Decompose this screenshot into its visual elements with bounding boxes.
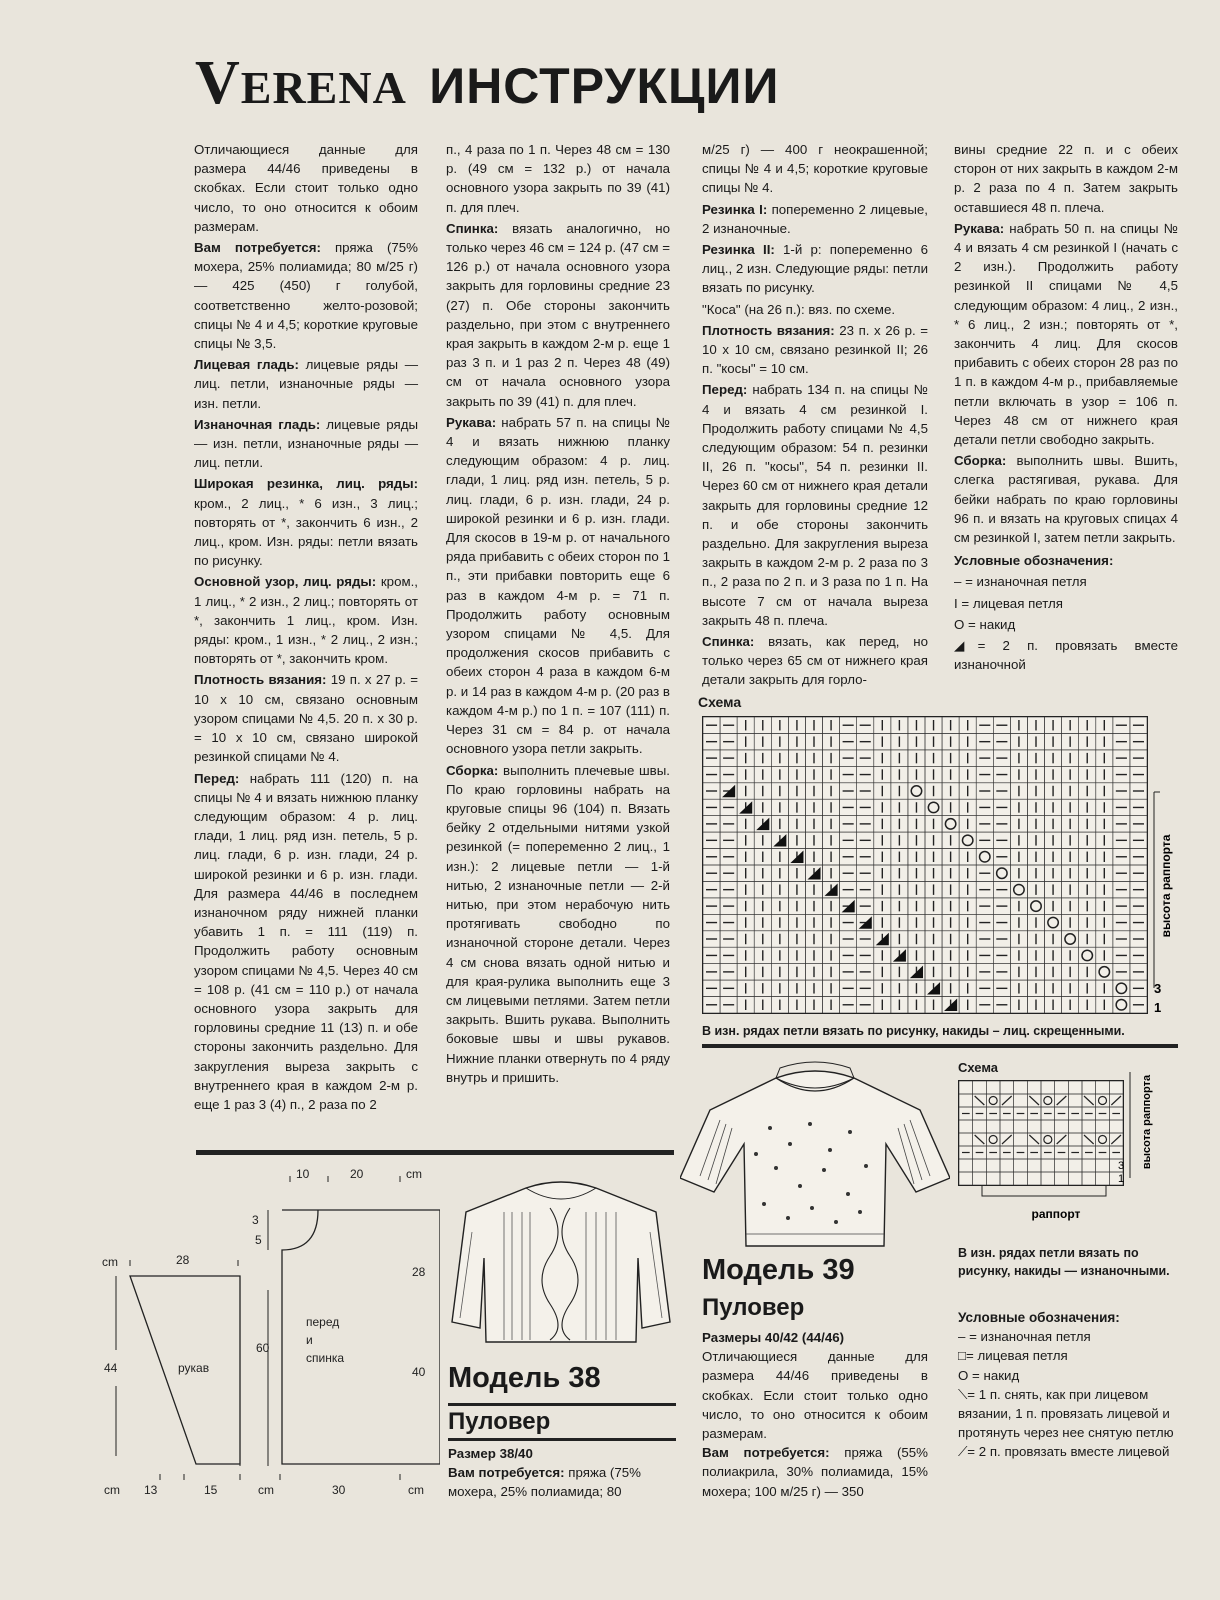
yarn-over-mark — [1014, 884, 1024, 894]
schema2-row3: 3 — [1118, 1160, 1125, 1172]
legend2-item: □= лицевая петля — [958, 1348, 1068, 1364]
yarn-over-mark — [989, 1136, 997, 1144]
chart-cell — [986, 1120, 1000, 1133]
model39-text — [702, 1328, 928, 1501]
divider — [196, 1150, 674, 1155]
slip-decrease-mark — [975, 1135, 985, 1144]
paragraph-text: 23 п. х 26 р. = 10 х 10 см, связано резинкой II; 26 п. "косы" = 10 см. — [702, 322, 928, 377]
sweater-39-sketch — [680, 1058, 950, 1258]
paragraph — [702, 321, 928, 379]
paragraph-key: Спинка: — [446, 220, 499, 236]
dim-cm: cm — [406, 1167, 422, 1181]
dim-3: 3 — [252, 1213, 259, 1227]
dim-28: 28 — [176, 1253, 190, 1267]
paragraph — [194, 415, 418, 473]
yarn-over-mark — [1099, 1136, 1107, 1144]
chart-cell — [1096, 1120, 1110, 1133]
paragraph — [954, 140, 1178, 217]
yarn-over-mark — [1099, 1097, 1107, 1105]
chart-cell — [1082, 1120, 1096, 1133]
yarn-over-mark — [928, 802, 938, 812]
chart-cell — [1096, 1159, 1110, 1172]
dim-30: 30 — [332, 1483, 346, 1497]
schema1-title: Схема — [698, 694, 742, 710]
paragraph-key: Плотность вязания: — [702, 322, 835, 338]
legend-item: I = лицевая петля — [954, 595, 1064, 611]
model38-text — [448, 1444, 674, 1502]
divider — [702, 1044, 1178, 1048]
slip-decrease-mark — [1084, 1135, 1094, 1144]
legend-title: Условные обозначения: — [954, 553, 1114, 569]
legend-item: – = изнаночная петля — [954, 574, 1087, 590]
rapport-label: раппорт — [1031, 1207, 1081, 1221]
paragraph-key: Рукава: — [446, 414, 497, 430]
model39-intro: Отличающиеся данные для размера 44/46 приведены в скобках. Если стоит только одно число, то оно относится к обоим размерам. — [702, 1349, 928, 1442]
text-column-3 — [702, 140, 928, 692]
page-title: ИНСТРУКЦИИ — [429, 58, 780, 114]
dim-20: 20 — [350, 1167, 364, 1181]
dim-cm: cm — [104, 1483, 120, 1497]
paragraph-text: Отличающиеся данные для размера 44/46 приведены в скобках. Если стоит только одно число, то оно относится к обоим размерам. — [194, 142, 418, 234]
paragraph — [702, 380, 928, 630]
chart-cell — [959, 1159, 973, 1172]
paragraph-key: Спинка: — [702, 634, 755, 650]
chart-cell — [1055, 1120, 1069, 1133]
paragraph-text: выполнить плечевые швы. По краю горловины набрать на круговые спицы 96 (104) п. Вязать бейку 2 отдельными нитями узкой резинкой (= попеременно 2 лиц., 1 изн.): 2 лицевые петли — 1-й нитью, 2 изнаночные петли — 2-й нитью, при этом нерабочую нить протягивать свободно по изнаночной стороне детали. Через 4 см снова вязать одной нитью и для края-рулика выполнить еще 3 см лицевыми петлями. Затем петли закрыть. Вшить рукава. Выполнить боковые швы и швы рукавов. Нижние планки отвернуть по 4 ряду внутрь и пришить. — [446, 762, 670, 1085]
divider — [448, 1403, 676, 1406]
chart-cell — [1068, 1159, 1082, 1172]
chart-cell — [959, 1133, 973, 1146]
paragraph-key: Резинка I: — [702, 201, 768, 217]
chart-cell — [1082, 1081, 1096, 1094]
yarn-over-mark — [1082, 950, 1092, 960]
divider — [448, 1438, 676, 1441]
paragraph-text: лицевые ряды — лиц. петли, изнаночные ряды — изн. петли. — [194, 357, 418, 411]
yarn-over-mark — [911, 786, 921, 796]
yarn-over-mark — [1044, 1136, 1052, 1144]
chart-cell — [973, 1159, 987, 1172]
chart-cell — [1027, 1120, 1041, 1133]
text-column-1 — [194, 140, 418, 1116]
chart-cell — [1014, 1120, 1028, 1133]
yarn-over-mark — [1116, 1000, 1126, 1010]
chart-cell — [1000, 1120, 1014, 1133]
paragraph-text: набрать 57 п. на спицы № 4 и вязать нижнюю планку следующим образом: 4 р. лиц. глади, 1 лиц. ряд изн. петель, 5 р. лиц. глади, 6 р. изн. глади, 24 р. широкой резинки и 6 р. изн. глади. Для скосов в 19-м р. от начального ряда прибавить с обеих сторон по 1 п., эти прибавки повторить еще 6 раз в каждом 4-м р. = 71 п. Продолжить работу основным узором спицами № 4,5. Для продолжения скосов прибавить с обеих сторон 4 раза в каждом 6-м р. и 14 раз в каждом 4-м р. (20 раз в каждом 4-м р.) по 1 п. = 107 (111) п. Через 31 см = 84 р. от начала основного узора петли закрыть. — [446, 414, 670, 757]
chart-cell — [1068, 1081, 1082, 1094]
label-sleeve: рукав — [178, 1361, 210, 1375]
schema1-row1: 1 — [1154, 1000, 1162, 1015]
chart-cell — [1000, 1159, 1014, 1172]
paragraph-key: Широкая резинка, лиц. ряды: — [194, 476, 418, 492]
knitting-chart-1 — [702, 716, 1148, 1014]
paragraph — [702, 300, 928, 319]
yarn-over-mark — [1099, 967, 1109, 977]
paragraph-key: Основной узор, лиц. ряды: — [194, 574, 377, 590]
chart-cell — [1041, 1159, 1055, 1172]
chart-cell — [1027, 1159, 1041, 1172]
chart-cell — [1027, 1081, 1041, 1094]
dim-cm: cm — [408, 1483, 424, 1497]
label-and: и — [306, 1333, 313, 1347]
yarn-over-mark — [980, 852, 990, 862]
paragraph-text: набрать 111 (120) п. на спицы № 4 и вязать нижнюю планку следующим образом: 4 р. лиц. глади, 1 лиц. ряд изн. петель, 5 р. лиц. глади, 6 р. изн. глади, 24 р. широкой резинки и 6 р. изн. глади. Для размера 44/46 в последнем изнаночном ряду нижней планки убавить 1 п. = 111 (119) п. Продолжить работу основным узором спицами № 4,5. Через 40 см = 108 р. (41 см = 110 р.) от начала основного узора закрыть для горловины средние 11 (13) п. и обе стороны закончить раздельно. Для закругления выреза закрыть с внутреннего края в каждом 2-м р. еще 1 раз 3 (4) п., 2 раза по 2 — [194, 770, 418, 1112]
model38-title: Модель 38 — [448, 1362, 601, 1394]
paragraph-key: Вам потребуется: — [194, 240, 321, 256]
dim-28-right: 28 — [412, 1265, 426, 1279]
model38-need-key: Вам потребуется: — [448, 1465, 565, 1481]
chart-cell — [959, 1094, 973, 1107]
paragraph — [446, 413, 670, 759]
text-column-2 — [446, 140, 670, 1089]
page-header — [195, 48, 779, 119]
chart-cell — [1055, 1081, 1069, 1094]
paragraph — [194, 355, 418, 413]
dim-cm: cm — [258, 1483, 274, 1497]
chart-cell — [1068, 1120, 1082, 1133]
schema1-row3: 3 — [1154, 981, 1162, 996]
chart-cell — [1068, 1133, 1082, 1146]
slip-decrease-mark — [1029, 1096, 1039, 1105]
paragraph — [702, 240, 928, 298]
brand-logo: VERENA — [195, 49, 407, 117]
knit-together-mark — [1002, 1135, 1012, 1144]
paragraph-text: м/25 г) — 400 г неокрашенной; спицы № 4 и 4,5; короткие круговые спицы № 4. — [702, 142, 928, 196]
paragraph — [194, 140, 418, 236]
paragraph — [954, 219, 1178, 449]
knit-together-mark — [1057, 1096, 1067, 1105]
paragraph — [446, 140, 670, 217]
chart-cell — [1014, 1094, 1028, 1107]
legend2-item: – = изнаночная петля — [958, 1329, 1091, 1345]
paragraph-text: п., 4 раза по 1 п. Через 48 см = 130 р. (49 см = 132 р.) от начала основного узора закрыть по 39 (41) п. для плеч. — [446, 142, 670, 215]
chart-cell — [1068, 1094, 1082, 1107]
chart-cell — [1014, 1133, 1028, 1146]
paragraph — [702, 200, 928, 238]
model39-need-key: Вам потребуется: — [702, 1445, 830, 1461]
dim-40: 40 — [412, 1365, 426, 1379]
paragraph-text: 1-й р: попеременно 6 лиц., 2 изн. Следующие ряды: петли вязать по рисунку. — [702, 242, 928, 296]
model39-subtitle: Пуловер — [702, 1294, 805, 1321]
paragraph — [702, 632, 928, 690]
paragraph-text: набрать 50 п. на спицы № 4 и вязать 4 см резинкой I (начать с 2 изн.). Продолжить работу резинкой II спицами № 4,5 следующим образом: 4 лиц., 2 изн., * 6 лиц., 2 изн.; повторять от *, закончить 4 лиц. Для скосов прибавить с обеих сторон 28 раз по 1 п. в каждом 4-м р., прибавляемые петли включать в узор = 106 п. Через 48 см от нижнего края детали петли свободно закрыть. — [954, 220, 1178, 448]
paragraph-text: выполнить швы. Вшить, слегка растягивая, рукава. Для бейки набрать по краю горловины 96 п. и вязать на круговых спицах 4 см резинкой I, затем петли закрыть. — [954, 453, 1178, 546]
paragraph-key: Изнаночная гладь: — [194, 416, 321, 432]
schema2-row1: 1 — [1118, 1173, 1125, 1185]
model39-need-text: пряжа (55% полиакрила, 30% полиамида, 15% мохера; 100 м/25 г) — 350 — [702, 1445, 928, 1499]
paragraph — [194, 572, 418, 668]
chart-cell — [959, 1081, 973, 1094]
paragraph-text: вины средние 22 п. и с обеих сторон от них закрыть в каждом 2-м р. 2 раза по 4 п. Затем закрыть оставшиеся 48 п. плеча. — [954, 142, 1178, 215]
model39-size: Размеры 40/42 (44/46) — [702, 1330, 845, 1345]
schema2-title: Схема — [958, 1060, 999, 1075]
paragraph-text: кром., 1 лиц., * 2 изн., 2 лиц.; повторять от *, закончить 1 лиц., кром. Изн. ряды: кром., 1 изн., * 2 лиц., 2 изн.; повторять от *, закончить кром. — [194, 574, 418, 667]
paragraph-key: Перед: — [702, 382, 748, 398]
paragraph-text: пряжа (75% мохера, 25% полиамида; 80 м/25 г) — 425 (450) г голубой, соответственно желто-розовой; спицы № 4 и 4,5; короткие круговые спицы № 3,5. — [194, 240, 418, 352]
yarn-over-mark — [1044, 1097, 1052, 1105]
knitting-chart-1-svg — [703, 717, 1147, 1013]
schema1-note: В изн. рядах петли вязать по рисунку, накиды – лиц. скрещенными. — [702, 1024, 1125, 1038]
dim-10: 10 — [296, 1167, 310, 1181]
yarn-over-mark — [1116, 983, 1126, 993]
yarn-over-mark — [1031, 901, 1041, 911]
sweater-38-sketch — [446, 1172, 676, 1348]
label-front: перед — [306, 1315, 340, 1329]
schema1-side-label: высота раппорта — [1159, 834, 1173, 938]
dim-15: 15 — [204, 1483, 218, 1497]
paragraph — [702, 140, 928, 198]
chart-cell — [1014, 1159, 1028, 1172]
paragraph — [446, 761, 670, 1087]
paragraph-text: попеременно 2 лицевые, 2 изнаночные. — [702, 201, 928, 236]
schema2-note: В изн. рядах петли вязать по рисунку, накиды — изнаночными. — [958, 1246, 1170, 1278]
paragraph-key: Плотность вязания: — [194, 672, 327, 688]
paragraph-key: Лицевая гладь: — [194, 357, 299, 373]
chart-cell — [1082, 1159, 1096, 1172]
chart-cell — [1096, 1081, 1110, 1094]
model39-title: Модель 39 — [702, 1254, 855, 1286]
knitting-chart-2-svg — [959, 1081, 1123, 1185]
paragraph-text: лицевые ряды — изн. петли, изнаночные ряды — лиц. петли. — [194, 416, 419, 471]
model38-need-text: пряжа (75% мохера, 25% полиамида; 80 — [448, 1465, 641, 1500]
paragraph-text: "Коса" (на 26 п.): вяз. по схеме. — [702, 301, 896, 317]
chart-cell — [959, 1172, 973, 1185]
paragraph-text: вязать, как перед, но только через 65 см от нижнего края детали закрыть для горло- — [702, 634, 928, 688]
chart-cell — [1000, 1081, 1014, 1094]
paragraph-key: Сборка: — [446, 762, 499, 778]
legend-item: O = накид — [954, 616, 1016, 632]
dim-5: 5 — [255, 1233, 262, 1247]
paragraph-key: Перед: — [194, 770, 240, 786]
legend2-item: ⟍= 1 п. снять, как при лицевом вязании, 1 п. провязать лицевой и протянуть через нее снятую петлю — [958, 1386, 1174, 1441]
chart-cell — [959, 1120, 973, 1133]
label-back: спинка — [306, 1351, 345, 1365]
yarn-over-mark — [1048, 917, 1058, 927]
paragraph-key: Резинка II: — [702, 242, 775, 258]
text-column-4 — [954, 140, 1178, 676]
chart-cell — [986, 1081, 1000, 1094]
paragraph-text: набрать 134 п. на спицы № 4 и вязать 4 см резинкой I. Продолжить работу спицами № 4,5 следующим образом: 54 п. резинки II, 26 п. "косы", 54 п. резинки II. Через 60 см от нижнего края детали закрыть для горловины средние 12 п. и обе стороны закончить раздельно. Для закругления выреза закрыть в каждом 2-м р. 2 раза по 3 п., 2 раза по 2 п. и 3 раза по 1 п. На высоте 7 см от начала выреза закрыть 48 п. плеча. — [702, 382, 928, 628]
garment-pattern — [100, 1166, 440, 1516]
model38-size: Размер 38/40 — [448, 1446, 533, 1461]
yarn-over-mark — [945, 819, 955, 829]
chart-cell — [1041, 1120, 1055, 1133]
yarn-over-mark — [997, 868, 1007, 878]
model38-subtitle: Пуловер — [448, 1408, 551, 1435]
legend-2 — [958, 1308, 1180, 1462]
paragraph — [194, 670, 418, 766]
dim-13: 13 — [144, 1483, 158, 1497]
chart-cell — [973, 1120, 987, 1133]
slip-decrease-mark — [975, 1096, 985, 1105]
paragraph-text: вязать аналогично, но только через 46 см = 124 р. (47 см = 126 р.) от начала основного узора закрыть для горловины средние 23 (27) п. Обе стороны закончить раздельно, при этом с внутреннего края закрыть в каждом 2-м р. еще 1 раз 3 п. и 1 раз 2 п. Через 48 (49) см от начала основного узора закрыть по 39 (41) п. для плеч. — [446, 220, 670, 409]
schema2-side-label: высота раппорта — [1141, 1074, 1153, 1170]
yarn-over-mark — [989, 1097, 997, 1105]
legend2-item: ⟋= 2 п. провязать вместе лицевой — [958, 1444, 1170, 1460]
paragraph-text: 19 п. х 27 р. = 10 х 10 см, связано основным узором спицами № 4,5. 20 п. х 30 р. = 10 х 10 см, связано широкой резинкой спицами № 4. — [194, 672, 418, 765]
dim-60: 60 — [256, 1341, 270, 1355]
paragraph — [954, 451, 1178, 547]
schema1-side-labels — [1148, 716, 1188, 1016]
legend-item: ◢= 2 п. провязать вместе изнаночной — [954, 638, 1178, 673]
dim-44: 44 — [104, 1361, 118, 1375]
slip-decrease-mark — [1029, 1135, 1039, 1144]
legend2-item: O = накид — [958, 1367, 1020, 1383]
paragraph — [194, 474, 418, 570]
paragraph-key: Сборка: — [954, 453, 1007, 469]
knitting-chart-2 — [958, 1080, 1124, 1186]
schema2-side-labels — [1116, 1060, 1160, 1210]
paragraph — [194, 238, 418, 353]
yarn-over-mark — [1065, 934, 1075, 944]
chart-cell — [973, 1081, 987, 1094]
knit-together-mark — [1002, 1096, 1012, 1105]
dim-cm: cm — [102, 1255, 118, 1269]
yarn-over-mark — [962, 835, 972, 845]
knit-together-mark — [1057, 1135, 1067, 1144]
chart-cell — [986, 1159, 1000, 1172]
slip-decrease-mark — [1084, 1096, 1094, 1105]
chart-cell — [1014, 1081, 1028, 1094]
legend2-title: Условные обозначения: — [958, 1310, 1120, 1325]
chart-cell — [1041, 1081, 1055, 1094]
paragraph — [194, 769, 418, 1115]
chart-cell — [1055, 1159, 1069, 1172]
paragraph-text: кром., 2 лиц., * 6 изн., 3 лиц.; повторять от *, закончить 6 изн., 2 лиц., кром. Изн. ряды: петли вязать по рисунку. — [194, 495, 418, 569]
rapport-bracket — [980, 1184, 1120, 1224]
paragraph-key: Рукава: — [954, 220, 1005, 236]
paragraph — [446, 219, 670, 411]
